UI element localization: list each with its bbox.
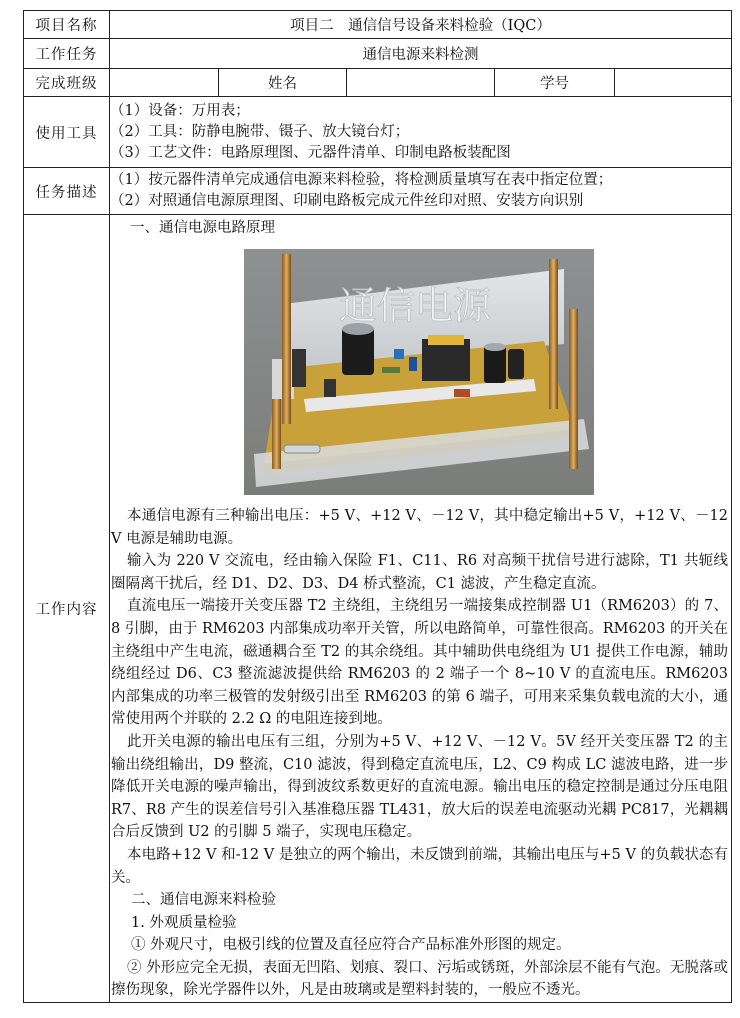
paragraph: 直流电压一端接开关变压器 T2 主绕组，主绕组另一端接集成控制器 U1（RM6203）的 7、8 引脚，由于 RM6203 内部集成功率开关管，所以电路简单，可靠性很高。RM6203 的开关在主绕组中产生电流，磁通耦合至 T2 的其余绕组。其中辅助供电绕组为 U1 提供工作电源，辅助绕组经过 D6、C3 整流滤波提供给 RM6203 的 2 端子一个 8~10 V 的直流电压。RM6203 内部集成的功率三极管的发射级引出至 RM6203 的第 6 端子，可用来采集负载电流的大小，通常使用两个并联的 2.2 Ω 的电阻连接到地。 (111, 598, 728, 728)
tools-list (110, 97, 732, 168)
project-label: 项目名称 (24, 11, 110, 39)
acrylic-engraving-text: 通信电源 (339, 284, 492, 328)
class-label: 完成班级 (24, 69, 110, 97)
row-desc (24, 168, 732, 215)
name-value[interactable] (347, 69, 495, 97)
student-id-value[interactable] (615, 69, 732, 97)
subheading-appearance: 1. 外观质量检验 (131, 914, 237, 931)
power-supply-photo (244, 249, 594, 495)
paragraph: 本通信电源有三种输出电压：+5 V、+12 V、－12 V，其中稳定输出+5 V，+12 V、－12 V 电源是辅助电源。 (111, 508, 728, 547)
inspection-item: ① 外观尺寸，电极引线的位置及直径应符合产品标准外形图的规定。 (131, 937, 571, 954)
inspection-item: ② 外形应完全无损，表面无凹陷、划痕、裂口、污垢或锈斑，外部涂层不能有气泡。无脱落或擦伤现象，除光学器件以外，凡是由玻璃或是塑料封装的，一般应不透光。 (111, 959, 728, 999)
tools-item: （2）工具：防静电腕带、镊子、放大镜台灯； (110, 123, 410, 140)
desc-item: （1）按元器件清单完成通信电源来料检验，将检测质量填写在表中指定位置； (110, 172, 613, 188)
paragraph: 输入为 220 V 交流电，经由输入保险 F1、C11、R6 对高频干扰信号进行滤除，T1 共轭线圈隔离干扰后，经 D1、D2、D3、D4 桥式整流，C1 滤波，产生稳定直流。 (111, 553, 728, 592)
content-cell (110, 215, 732, 1003)
tools-item: （3）工艺文件：电路原理图、元器件清单、印制电路板装配图 (110, 144, 511, 161)
desc-item: （2）对照通信电源原理图、印刷电路板完成元件丝印对照、安装方向识别 (110, 193, 584, 209)
student-id-label: 学号 (495, 69, 615, 97)
row-tools (24, 97, 732, 168)
name-label: 姓名 (219, 69, 347, 97)
tools-label: 使用工具 (24, 97, 110, 168)
desc-label: 任务描述 (24, 168, 110, 215)
desc-list (110, 168, 732, 215)
task-label: 工作任务 (24, 39, 110, 69)
section-heading-inspection: 二、通信电源来料检验 (131, 892, 276, 909)
task-sheet-table (23, 10, 732, 1003)
task-value: 通信电源来料检测 (110, 39, 732, 69)
row-project (24, 11, 732, 39)
tools-item: （1）设备：万用表； (110, 102, 250, 119)
row-task (24, 39, 732, 69)
row-class (24, 69, 732, 97)
row-content (24, 215, 732, 1003)
paragraph: 此开关电源的输出电压有三组，分别为+5 V、+12 V、－12 V。5V 经开关变压器 T2 的主输出绕组输出，D9 整流，C10 滤波，得到稳定直流电压，L2、C9 构成 LC 滤波电路，进一步降低开关电源的噪声输出，得到波纹系数更好的直流电源。输出电压的稳定控制是通过分压电阻 R7、R8 产生的误差信号引入基准稳压器 TL431，放大后的误差电流驱动光耦 PC817，光耦耦合后反馈到 U2 的引脚 5 端子，实现电压稳定。 (111, 733, 728, 841)
paragraph: 本电路+12 V 和-12 V 是独立的两个输出，未反馈到前端，其输出电压与+5 V 的负载状态有关。 (111, 846, 728, 886)
project-value: 项目二 通信信号设备来料检验（IQC） (110, 11, 732, 39)
section-heading-principle: 一、通信电源电路原理 (130, 220, 275, 236)
principle-text (110, 505, 731, 1002)
content-label: 工作内容 (24, 215, 110, 1003)
class-value[interactable] (110, 69, 219, 97)
